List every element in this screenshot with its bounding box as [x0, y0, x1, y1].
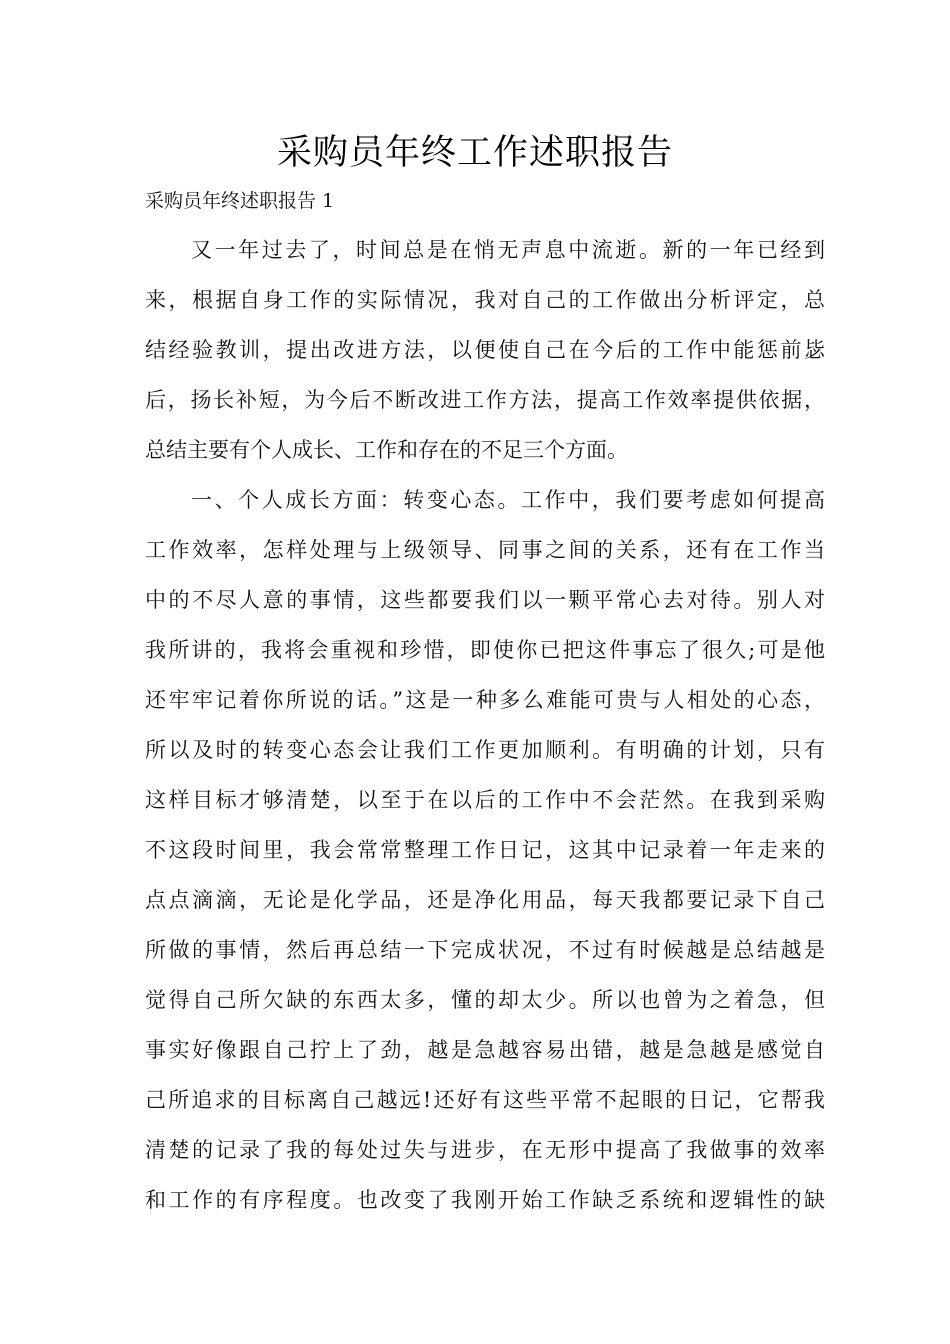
paragraph-line: 我所讲的，我将会重视和珍惜，即使你已把这件事忘了很久;可是他 [145, 638, 825, 662]
paragraph-line: 己所追求的目标离自己越远!还好有这些平常不起眼的日记，它帮我 [145, 1088, 825, 1112]
paragraph-line: 这样目标才够清楚，以至于在以后的工作中不会茫然。在我到采购 [145, 788, 825, 812]
paragraph-line: 总结主要有个人成长、工作和存在的不足三个方面。 [145, 438, 628, 462]
paragraph-1 [145, 225, 825, 475]
paragraph-line: 觉得自己所欠缺的东西太多，懂的却太少。所以也曾为之着急，但 [145, 988, 825, 1012]
paragraph-line: 点点滴滴，无论是化学品，还是净化用品，每天我都要记录下自己 [145, 888, 825, 912]
paragraph-line: 中的不尽人意的事情，这些都要我们以一颗平常心去对待。别人对 [145, 588, 825, 612]
paragraph-line: 所做的事情，然后再总结一下完成状况，不过有时候越是总结越是 [145, 938, 825, 962]
paragraph-line: 来，根据自身工作的实际情况，我对自己的工作做出分析评定，总 [145, 288, 825, 312]
paragraph-line: 一、个人成长方面：转变心态。工作中，我们要考虑如何提高 [191, 488, 825, 512]
paragraph-line: 清楚的记录了我的每处过失与进步，在无形中提高了我做事的效率 [145, 1138, 825, 1162]
document-title: 采购员年终工作述职报告 [276, 133, 673, 173]
paragraph-line: 所以及时的转变心态会让我们工作更加顺利。有明确的计划，只有 [145, 738, 825, 762]
document-subtitle: 采购员年终述职报告 1 [145, 190, 335, 212]
paragraph-line: 和工作的有序程度。也改变了我刚开始工作缺乏系统和逻辑性的缺 [145, 1188, 825, 1212]
paragraph-line: 还牢牢记着你所说的话。”这是一种多么难能可贵与人相处的心态， [145, 688, 825, 712]
paragraph-line: 事实好像跟自己拧上了劲，越是急越容易出错，越是急越是感觉自 [145, 1038, 825, 1062]
paragraph-line: 又一年过去了，时间总是在悄无声息中流逝。新的一年已经到 [191, 238, 825, 262]
paragraph-line: 结经验教训，提出改进方法，以便使自己在今后的工作中能惩前毖 [145, 338, 825, 362]
paragraph-line: 后，扬长补短，为今后不断改进工作方法，提高工作效率提供依据， [145, 388, 825, 412]
paragraph-2 [145, 475, 825, 1225]
paragraph-line: 不这段时间里，我会常常整理工作日记，这其中记录着一年走来的 [145, 838, 825, 862]
paragraph-line: 工作效率，怎样处理与上级领导、同事之间的关系，还有在工作当 [145, 538, 825, 562]
